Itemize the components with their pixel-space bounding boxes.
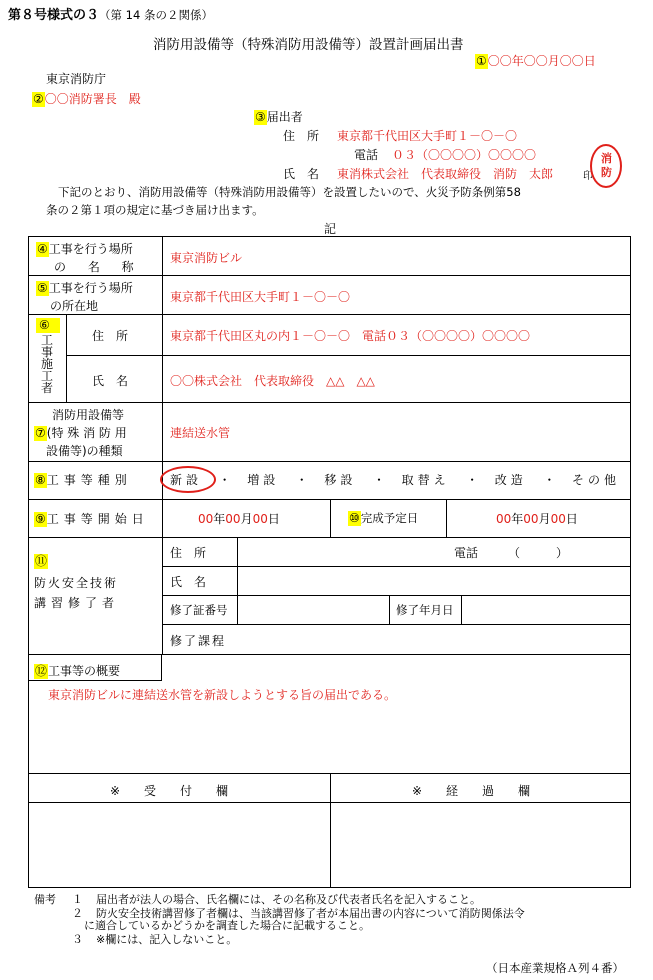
note-2-num: ２ [72, 907, 83, 920]
safety-course-label: 修了課程 [170, 634, 227, 648]
recipient-name [32, 90, 141, 107]
contractor-name-value: 〇〇株式会社 代表取締役 △△ △△ [170, 374, 375, 388]
row-divider [28, 275, 631, 276]
form-number-label: 第８号様式の３ [8, 8, 100, 23]
month-unit: 月 [240, 512, 253, 526]
safety-tel-paren: （ ） [508, 546, 569, 560]
marker-1: ① [476, 54, 487, 68]
completion-label-text: 完成予定日 [360, 511, 419, 525]
safety-name-label: 氏 名 [170, 575, 207, 589]
row-divider [162, 595, 631, 596]
place-name-value: 東京消防ビル [170, 251, 243, 265]
intro-line-1: 下記のとおり、消防用設備等（特殊消防用設備等）を設置したいので、火災予防条例第58 [58, 185, 521, 199]
equipment-value: 連結送水管 [170, 426, 231, 440]
marker-6: ⑥ [36, 318, 60, 333]
start-date-label-text: 工事等開始日 [46, 512, 149, 526]
row-divider [162, 624, 631, 625]
start-year: 00 [198, 512, 214, 526]
applicant-tel: ０３（〇〇〇〇）〇〇〇〇 [392, 148, 537, 162]
place-addr-label-line2: の所在地 [50, 299, 99, 313]
contractor-addr-value: 東京都千代田区丸の内１－〇－〇 電話０３（〇〇〇〇）〇〇〇〇 [170, 329, 531, 343]
company-stamp [590, 144, 622, 188]
start-date-value [198, 510, 280, 527]
col-divider [461, 595, 462, 624]
place-name-label-line2: の 名 称 [54, 260, 143, 274]
summary-label-underline [28, 680, 161, 681]
marker-9: ⑨ [35, 512, 46, 526]
intro-line-2: 条の２第１項の規定に基づき届け出ます。 [46, 203, 264, 217]
marker-3: ③ [255, 110, 266, 124]
applicant-name: 東消株式会社 代表取締役 消防 太郎 [337, 167, 554, 181]
option-separator: ・ [466, 473, 479, 487]
work-type-options [170, 471, 620, 488]
paper-size-note: （日本産業規格Ａ列４番） [486, 961, 624, 975]
place-addr-value: 東京都千代田区大手町１－〇－〇 [170, 290, 351, 304]
row-divider [66, 355, 631, 356]
applicant-label: 届出者 [266, 110, 303, 124]
marker-8: ⑧ [35, 473, 46, 487]
notes-head: 備考 [34, 893, 56, 906]
day-unit: 日 [267, 512, 280, 526]
vlabel-char: 工 [40, 333, 53, 347]
completion-date-value [496, 510, 578, 527]
marker-11: ⑪ [35, 554, 48, 568]
safety-tel-label: 電話 [454, 546, 479, 560]
option-other[interactable]: その他 [571, 473, 620, 487]
applicant-address: 東京都千代田区大手町１－〇－〇 [337, 129, 518, 143]
col-divider [66, 314, 67, 402]
option-separator: ・ [218, 473, 231, 487]
option-separator: ・ [372, 473, 385, 487]
selected-option-circle [160, 466, 216, 493]
ki-mark: 記 [324, 222, 337, 236]
safety-date-label: 修了年月日 [396, 603, 454, 617]
marker-7: ⑦ [35, 426, 46, 440]
option-add[interactable]: 増設 [247, 473, 280, 487]
marker-4: ④ [37, 242, 48, 256]
completion-label [348, 510, 418, 526]
start-date-label [34, 510, 149, 527]
work-type-label-text: 工事等種別 [46, 473, 132, 487]
summary-value: 東京消防ビルに連結送水管を新設しようとする旨の届出である。 [48, 688, 397, 702]
note-3: ※欄には、記入しないこと。 [96, 933, 238, 946]
note-1-num: １ [72, 893, 83, 906]
year-unit: 年 [213, 512, 226, 526]
note-1: 届出者が法人の場合、氏名欄には、その名称及び代表者氏名を記入すること。 [96, 893, 481, 906]
summary-label-text: 工事等の概要 [48, 664, 121, 678]
safety-label-line1: 防火安全技術 [34, 576, 119, 590]
option-move[interactable]: 移設 [324, 473, 357, 487]
end-year: 00 [496, 512, 512, 526]
contractor-addr-label: 住 所 [92, 329, 129, 343]
recipient-office: 東京消防庁 [46, 72, 107, 86]
day-unit: 日 [565, 512, 578, 526]
place-name-label-line1: 工事を行う場所 [48, 242, 133, 256]
form-number [8, 4, 213, 23]
col-divider [162, 537, 163, 654]
contractor-vertical-label [40, 334, 54, 394]
stamp-char-2: 防 [601, 166, 612, 179]
marker-10: ⑩ [349, 511, 360, 525]
document-title: 消防用設備等（特殊消防用設備等）設置計画届出書 [153, 37, 464, 53]
end-month: 00 [523, 512, 539, 526]
option-modify[interactable]: 改造 [494, 473, 527, 487]
vlabel-char: 事 [40, 345, 53, 359]
stamp-char-1: 消 [601, 152, 612, 165]
note-2a: 防火安全技術講習修了者欄は、当該講習修了者が本届出書の内容について消防関係法令 [96, 907, 525, 920]
month-unit: 月 [538, 512, 551, 526]
col-divider [330, 773, 331, 888]
row-divider [162, 566, 631, 567]
row-divider [28, 654, 631, 655]
equipment-label-line1: 消防用設備等 [52, 408, 125, 422]
vlabel-char: 者 [40, 381, 53, 395]
col-divider [389, 595, 390, 624]
option-separator: ・ [543, 473, 556, 487]
safety-marker [34, 554, 48, 569]
col-divider [330, 499, 331, 537]
contractor-name-label: 氏 名 [92, 374, 129, 388]
vlabel-char: 工 [40, 369, 53, 383]
applicant-tel-label: 電話 [354, 148, 379, 162]
equipment-label-line2 [34, 424, 127, 441]
progress-label: ※ 経 過 欄 [412, 784, 531, 798]
row-divider [28, 461, 631, 462]
vlabel-char: 施 [40, 357, 53, 371]
place-addr-label [36, 279, 133, 296]
start-month: 00 [225, 512, 241, 526]
equipment-label-line2-text: (特 殊 消 防 用 [46, 426, 127, 440]
marker-5: ⑤ [37, 281, 48, 295]
row-divider [28, 402, 631, 403]
option-new[interactable]: 新設 [170, 473, 203, 487]
work-type-label [34, 471, 132, 488]
place-name-label [36, 240, 133, 257]
row-divider [28, 537, 631, 538]
applicant-name-label: 氏 名 [283, 167, 320, 181]
summary-label-border [161, 654, 162, 681]
safety-cert-label: 修了証番号 [170, 603, 228, 617]
col-divider [237, 537, 238, 624]
applicant-heading [254, 108, 303, 125]
note-3-num: ３ [72, 933, 83, 946]
end-day: 00 [550, 512, 566, 526]
row-divider [28, 314, 631, 315]
year-unit: 年 [511, 512, 524, 526]
col-divider [446, 499, 447, 537]
safety-addr-label: 住 所 [170, 546, 207, 560]
applicant-address-label: 住 所 [283, 129, 320, 143]
start-day: 00 [252, 512, 268, 526]
form-article-ref: （第 14 条の２関係） [99, 8, 213, 22]
seal-mark: 印 [583, 171, 593, 182]
reception-label: ※ 受 付 欄 [110, 784, 229, 798]
summary-label [34, 662, 120, 679]
option-separator: ・ [295, 473, 308, 487]
note-2b: に適合しているかどうかを調査した場合に記載すること。 [84, 919, 370, 932]
marker-2: ② [33, 92, 44, 106]
option-replace[interactable]: 取替え [401, 473, 450, 487]
place-addr-label-line1: 工事を行う場所 [48, 281, 133, 295]
contractor-marker [36, 318, 60, 333]
equipment-label-line3: 設備等)の種類 [46, 444, 123, 458]
date-value: 〇〇年〇〇月〇〇日 [487, 54, 596, 68]
col-divider [162, 236, 163, 537]
safety-label-line2: 講習修了者 [34, 596, 120, 610]
marker-12: ⑫ [35, 664, 48, 678]
submission-date [475, 52, 596, 69]
recipient-name-value: 〇〇消防署長 殿 [44, 92, 141, 106]
